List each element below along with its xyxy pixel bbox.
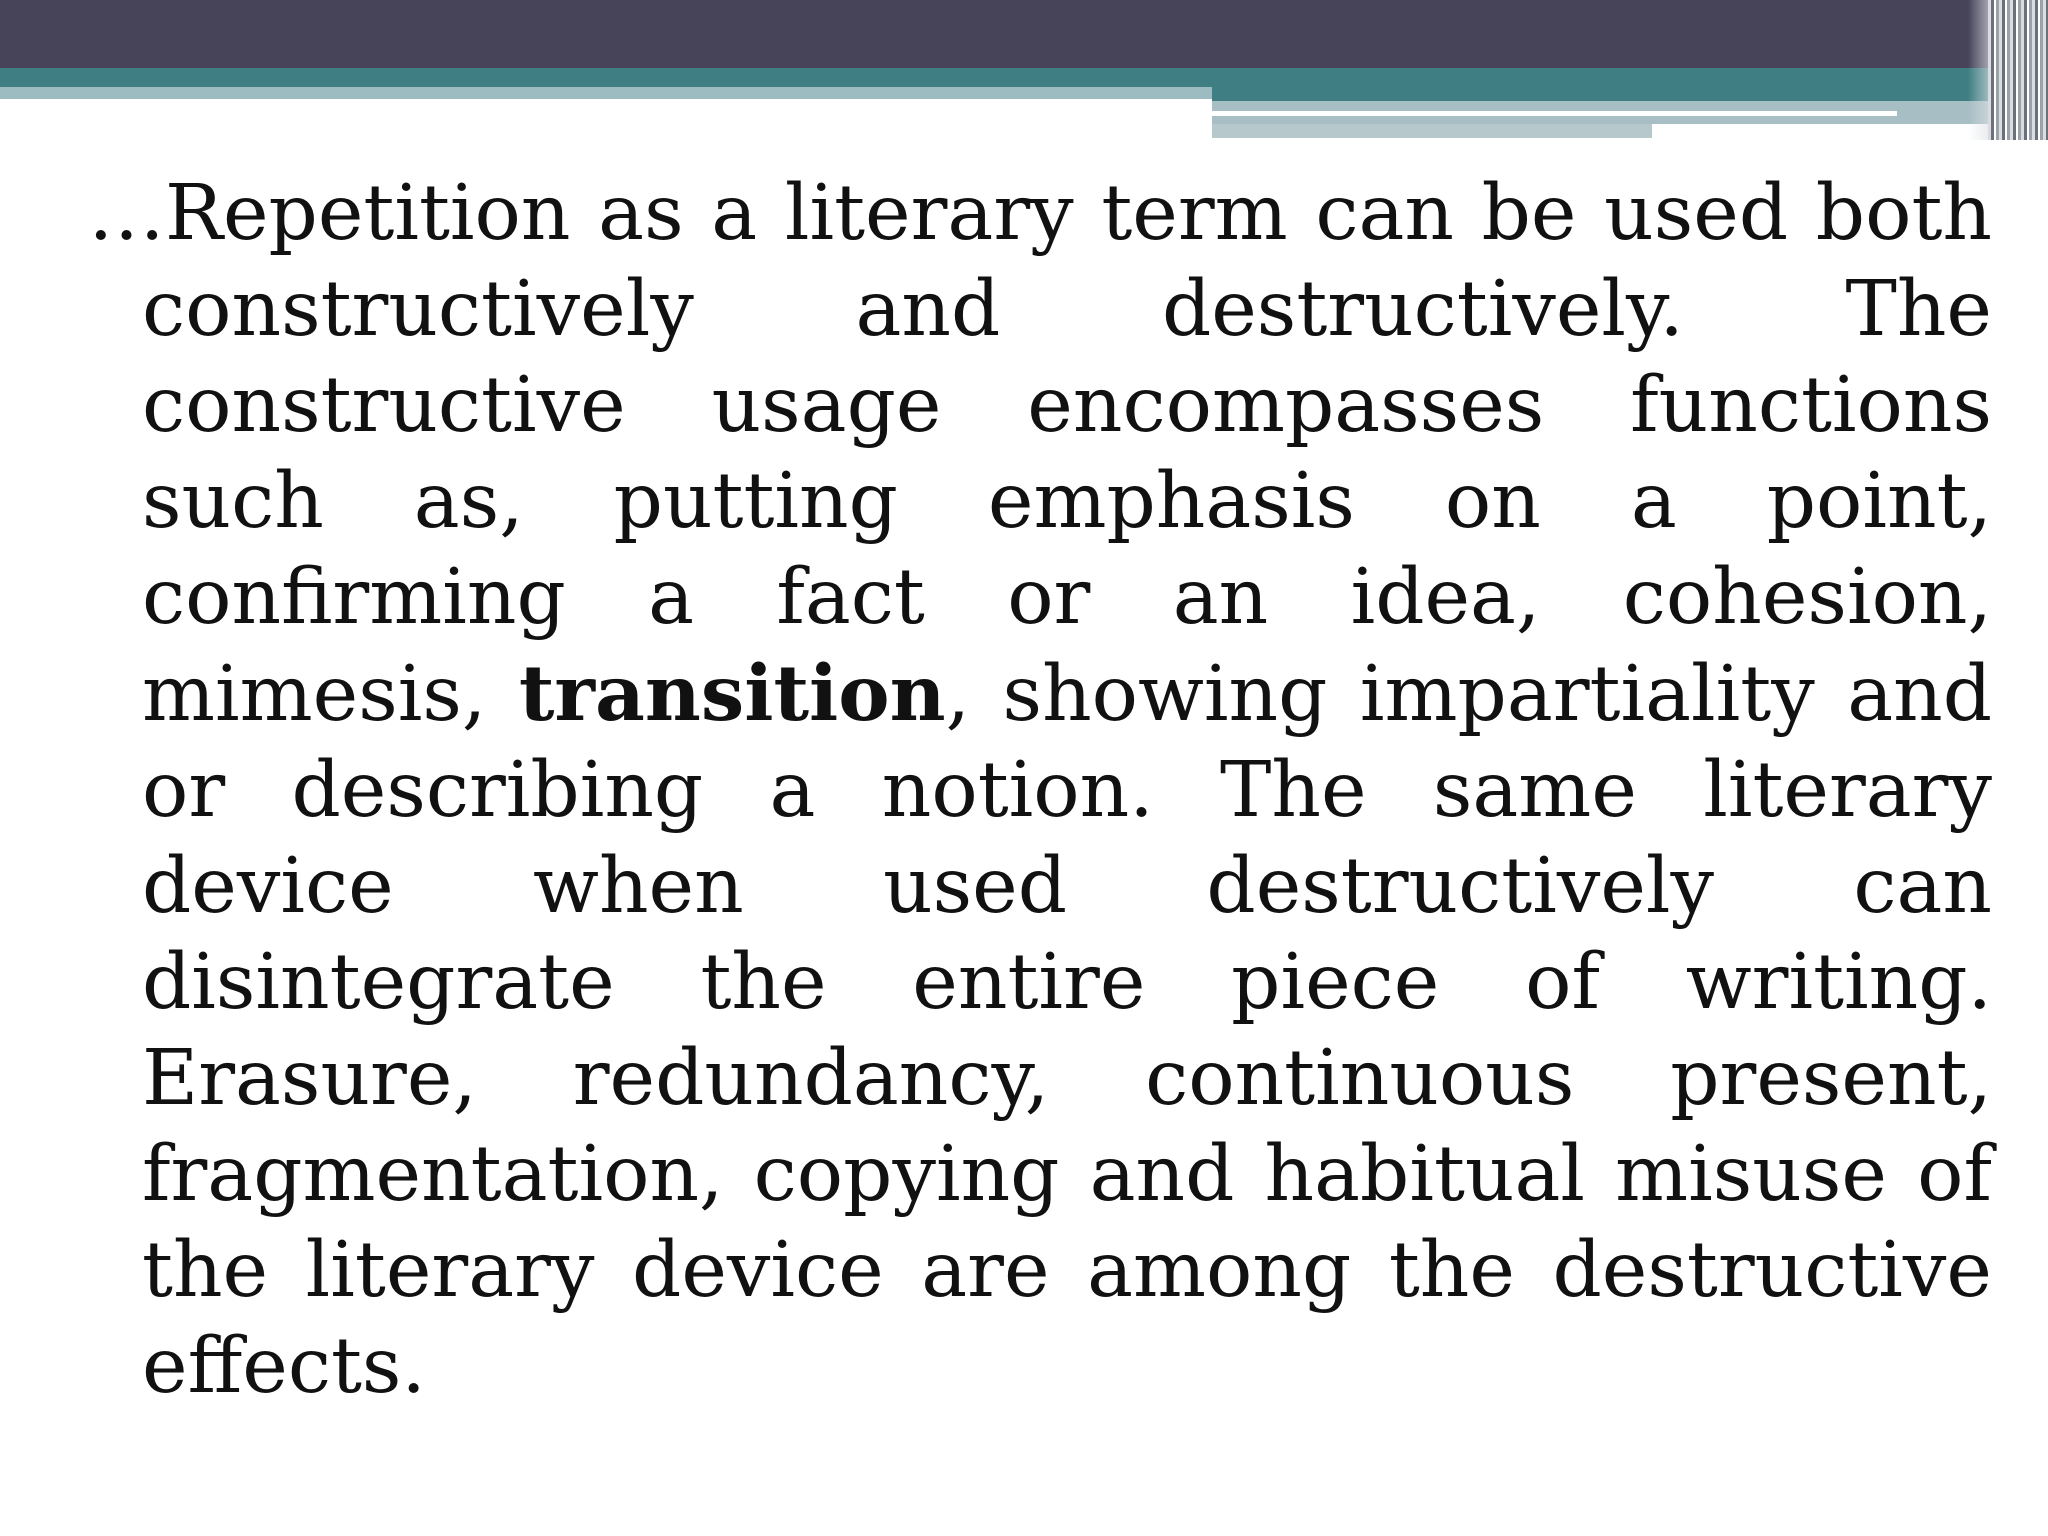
header-stripes	[1988, 0, 2048, 140]
paragraph-bold-term: transition	[518, 649, 946, 739]
slide-body	[88, 166, 1992, 1415]
header-band-teal	[0, 68, 2048, 87]
paragraph-text-part2: , showing impartiality and or describing a notion. The same literary device when used destructively can disintegrate the entire piece of writing. Erasure, redundancy, continuous present, fragmentation, copying and habitual misuse of the literary device are among the destructive effects.	[142, 650, 1992, 1411]
header-accent-line	[1212, 111, 1897, 116]
header-band-light	[0, 87, 1212, 99]
header-band-sub	[1212, 124, 1652, 138]
header-band-teal-right	[1212, 87, 2048, 101]
body-paragraph	[88, 166, 1992, 1415]
header-band-dark	[0, 0, 2048, 68]
header-stripes-fade	[1968, 0, 1988, 140]
paragraph-text-part1: …Repetition as a literary term can be used both constructively and destructively. The constructive usage encompasses functions such as, putting emphasis on a point, confirming a fact or an idea, cohesion, mimesis,	[88, 169, 1992, 739]
